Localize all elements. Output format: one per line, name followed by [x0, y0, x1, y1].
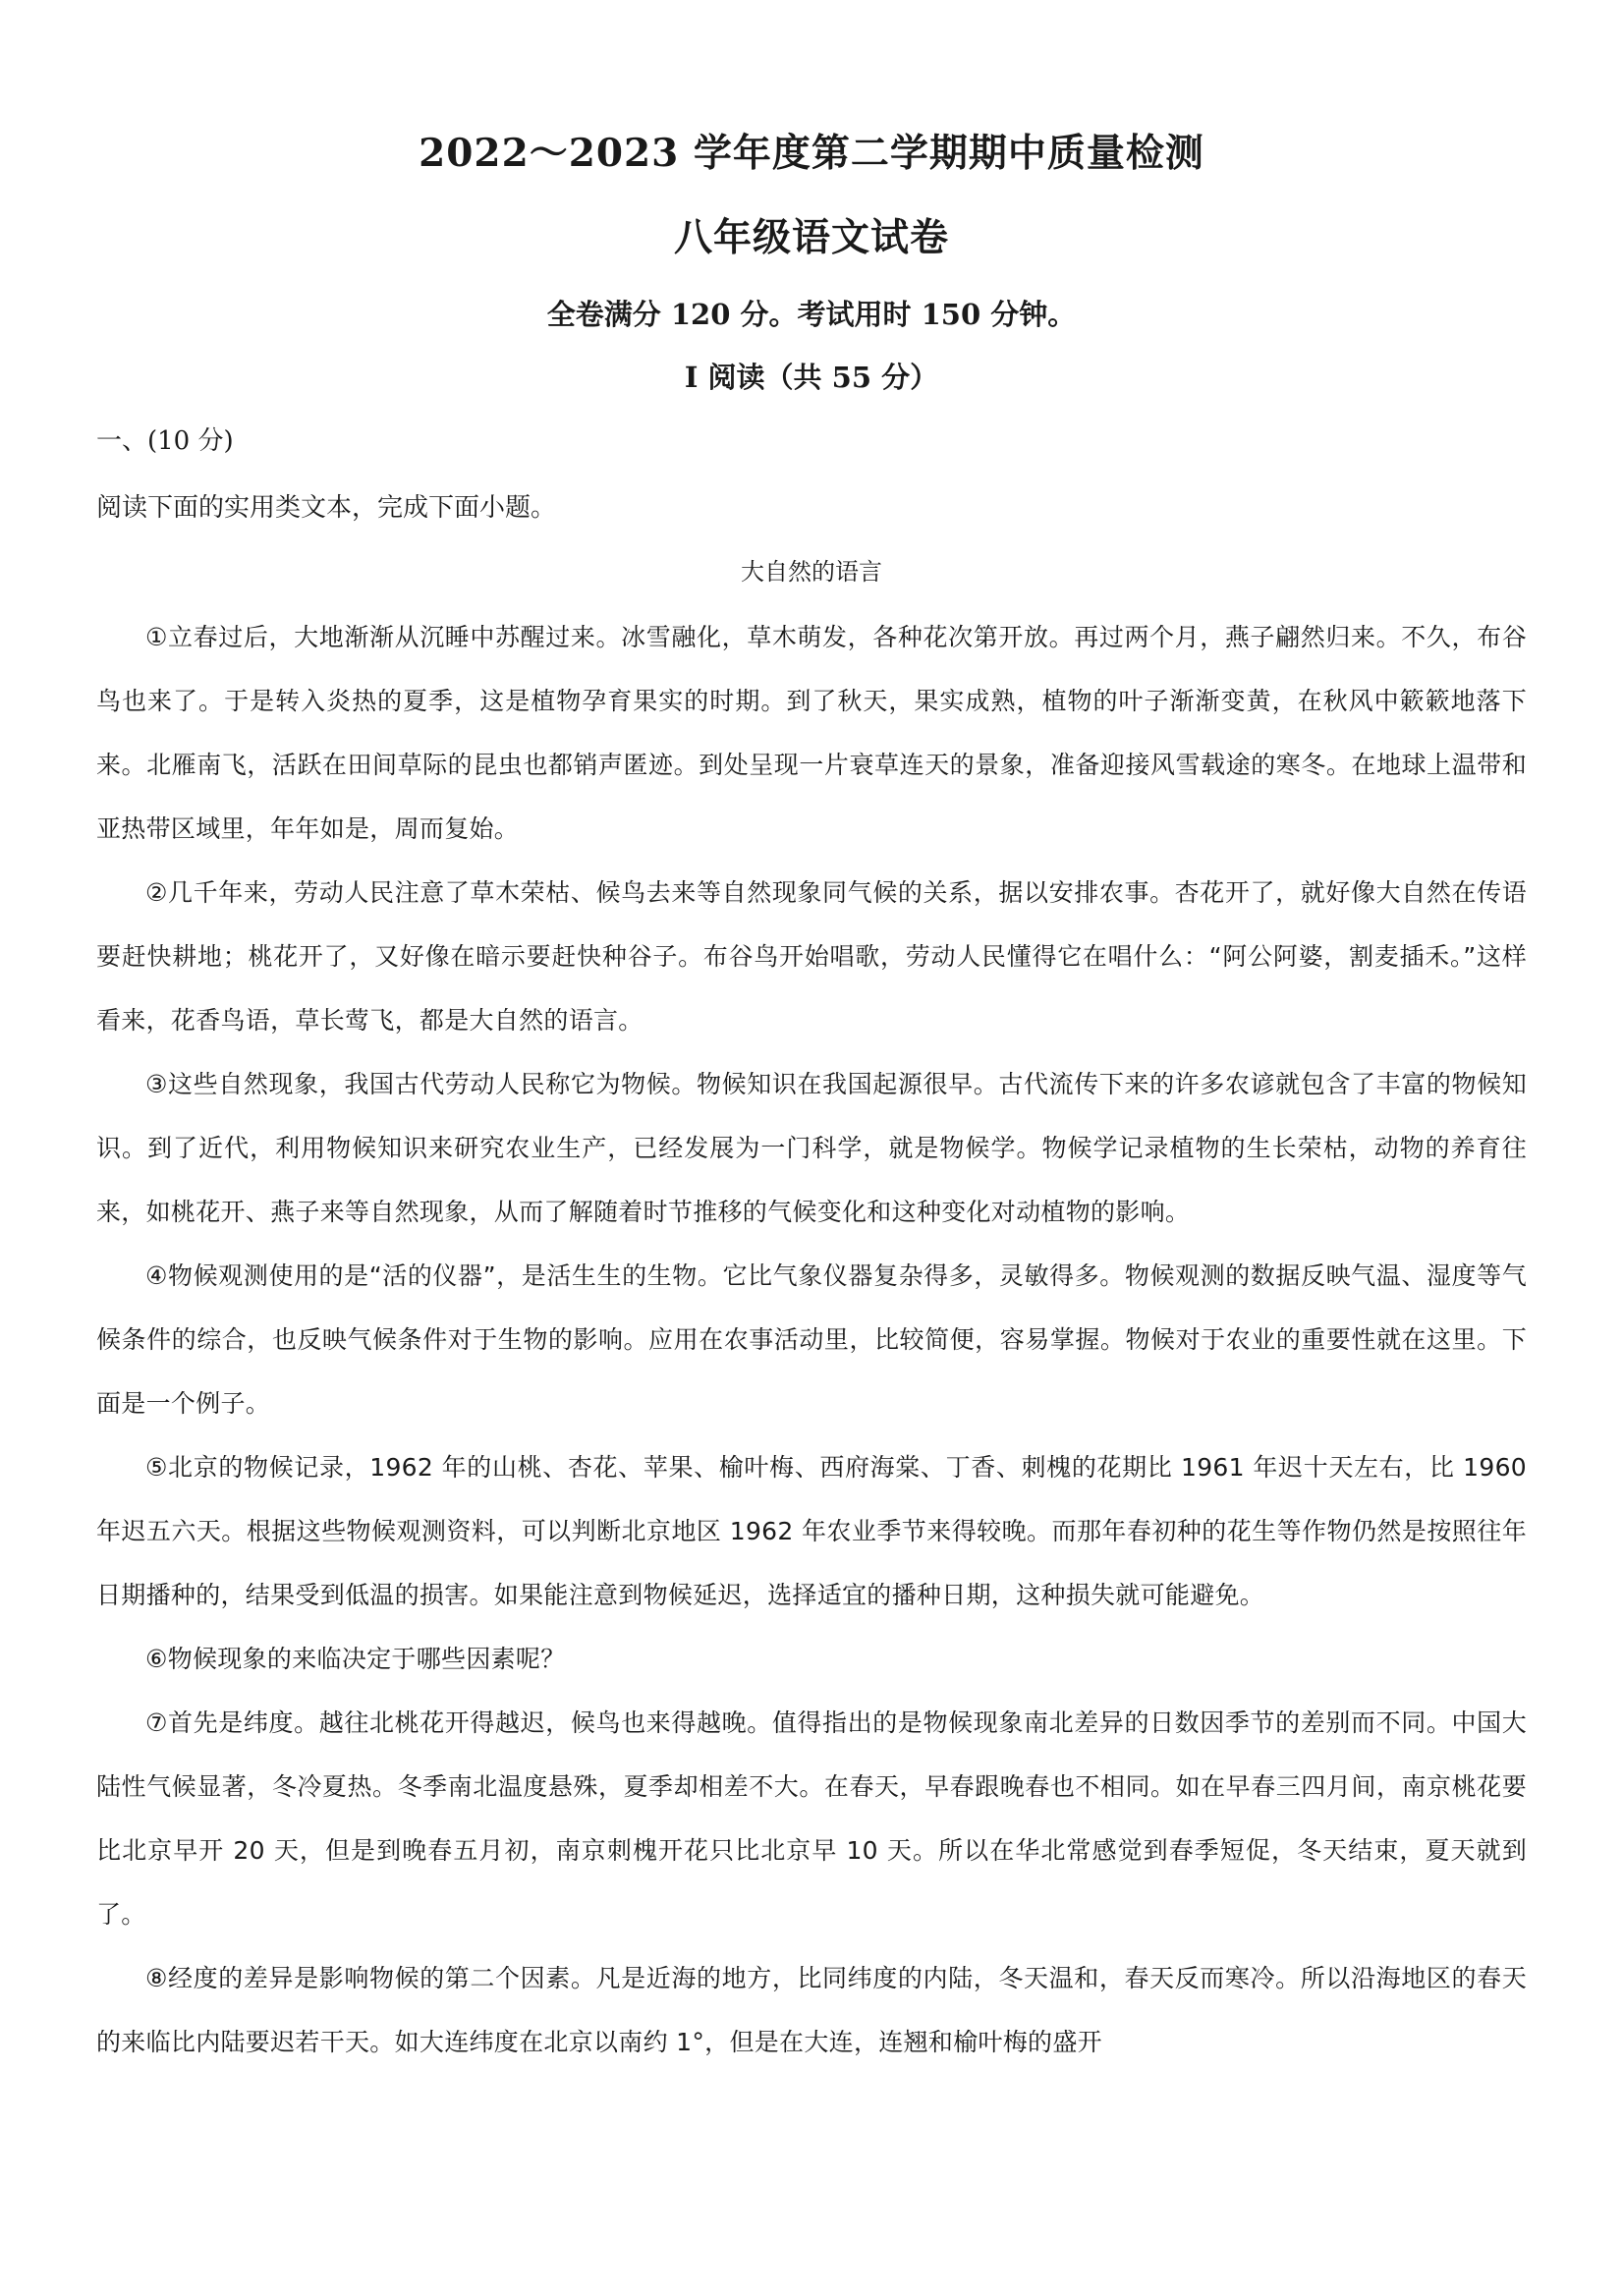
- passage-body: [96, 605, 1527, 2074]
- section-heading: Ⅰ 阅读（共 55 分）: [684, 361, 939, 394]
- paragraph-2: ②几千年来，劳动人民注意了草木荣枯、候鸟去来等自然现象同气候的关系，据以安排农事。杏花开了，就好像大自然在传语要赶快耕地；桃花开了，又好像在暗示要赶快种谷子。布谷鸟开始唱歌，劳动人民懂得它在唱什么：“阿公阿婆，割麦插禾。”这样看来，花香鸟语，草长莺飞，都是大自然的语言。: [96, 878, 1527, 1035]
- exam-title: 2022～2023 学年度第二学期期中质量检测: [419, 131, 1204, 176]
- paragraph-6: ⑥物候现象的来临决定于哪些因素呢？: [145, 1645, 566, 1673]
- paragraph-4: ④物候观测使用的是“活的仪器”，是活生生的生物。它比气象仪器复杂得多，灵敏得多。物候观测的数据反映气温、湿度等气候条件的综合，也反映气候条件对于生物的影响。应用在农事活动里，比较简便，容易掌握。物候对于农业的重要性就在这里。下面是一个例子。: [96, 1261, 1527, 1418]
- part-label: 一、(10 分): [96, 426, 234, 456]
- passage-title: 大自然的语言: [741, 558, 882, 586]
- paragraph-5: ⑤北京的物候记录，1962 年的山桃、杏花、苹果、榆叶梅、西府海棠、丁香、刺槐的花期比 1961 年迟十天左右，比 1960 年迟五六天。根据这些物候观测资料，可以判断北京地区 1962 年农业季节来得较晚。而那年春初种的花生等作物仍然是按照往年日期播种的，结果受到低温的损害。如果能注意到物候延迟，选择适宜的播种日期，这种损失就可能避免。: [96, 1453, 1527, 1609]
- paragraph-7: ⑦首先是纬度。越往北桃花开得越迟，候鸟也来得越晚。值得指出的是物候现象南北差异的日数因季节的差别而不同。中国大陆性气候显著，冬冷夏热。冬季南北温度悬殊，夏季却相差不大。在春天，早春跟晚春也不相同。如在早春三四月间，南京桃花要比北京早开 20 天，但是到晚春五月初，南京刺槐开花只比北京早 10 天。所以在华北常感觉到春季短促，冬天结束，夏天就到了。: [96, 1708, 1527, 1929]
- paragraph-3: ③这些自然现象，我国古代劳动人民称它为物候。物候知识在我国起源很早。古代流传下来的许多农谚就包含了丰富的物候知识。到了近代，利用物候知识来研究农业生产，已经发展为一门科学，就是物候学。物候学记录植物的生长荣枯，动物的养育往来，如桃花开、燕子来等自然现象，从而了解随着时节推移的气候变化和这种变化对动植物的影响。: [96, 1070, 1527, 1226]
- exam-info: 全卷满分 120 分。考试用时 150 分钟。: [546, 298, 1077, 331]
- exam-subtitle: 八年级语文试卷: [673, 215, 949, 260]
- paragraph-8: ⑧经度的差异是影响物候的第二个因素。凡是近海的地方，比同纬度的内陆，冬天温和，春天反而寒冷。所以沿海地区的春天的来临比内陆要迟若干天。如大连纬度在北京以南约 1°，但是在大连，连翘和榆叶梅的盛开: [96, 1964, 1527, 2056]
- paragraph-1: ①立春过后，大地渐渐从沉睡中苏醒过来。冰雪融化，草木萌发，各种花次第开放。再过两个月，燕子翩然归来。不久，布谷鸟也来了。于是转入炎热的夏季，这是植物孕育果实的时期。到了秋天，果实成熟，植物的叶子渐渐变黄，在秋风中簌簌地落下来。北雁南飞，活跃在田间草际的昆虫也都销声匿迹。到处呈现一片衰草连天的景象，准备迎接风雪载途的寒冬。在地球上温带和亚热带区域里，年年如是，周而复始。: [96, 623, 1527, 843]
- reading-instruction: 阅读下面的实用类文本，完成下面小题。: [96, 493, 557, 523]
